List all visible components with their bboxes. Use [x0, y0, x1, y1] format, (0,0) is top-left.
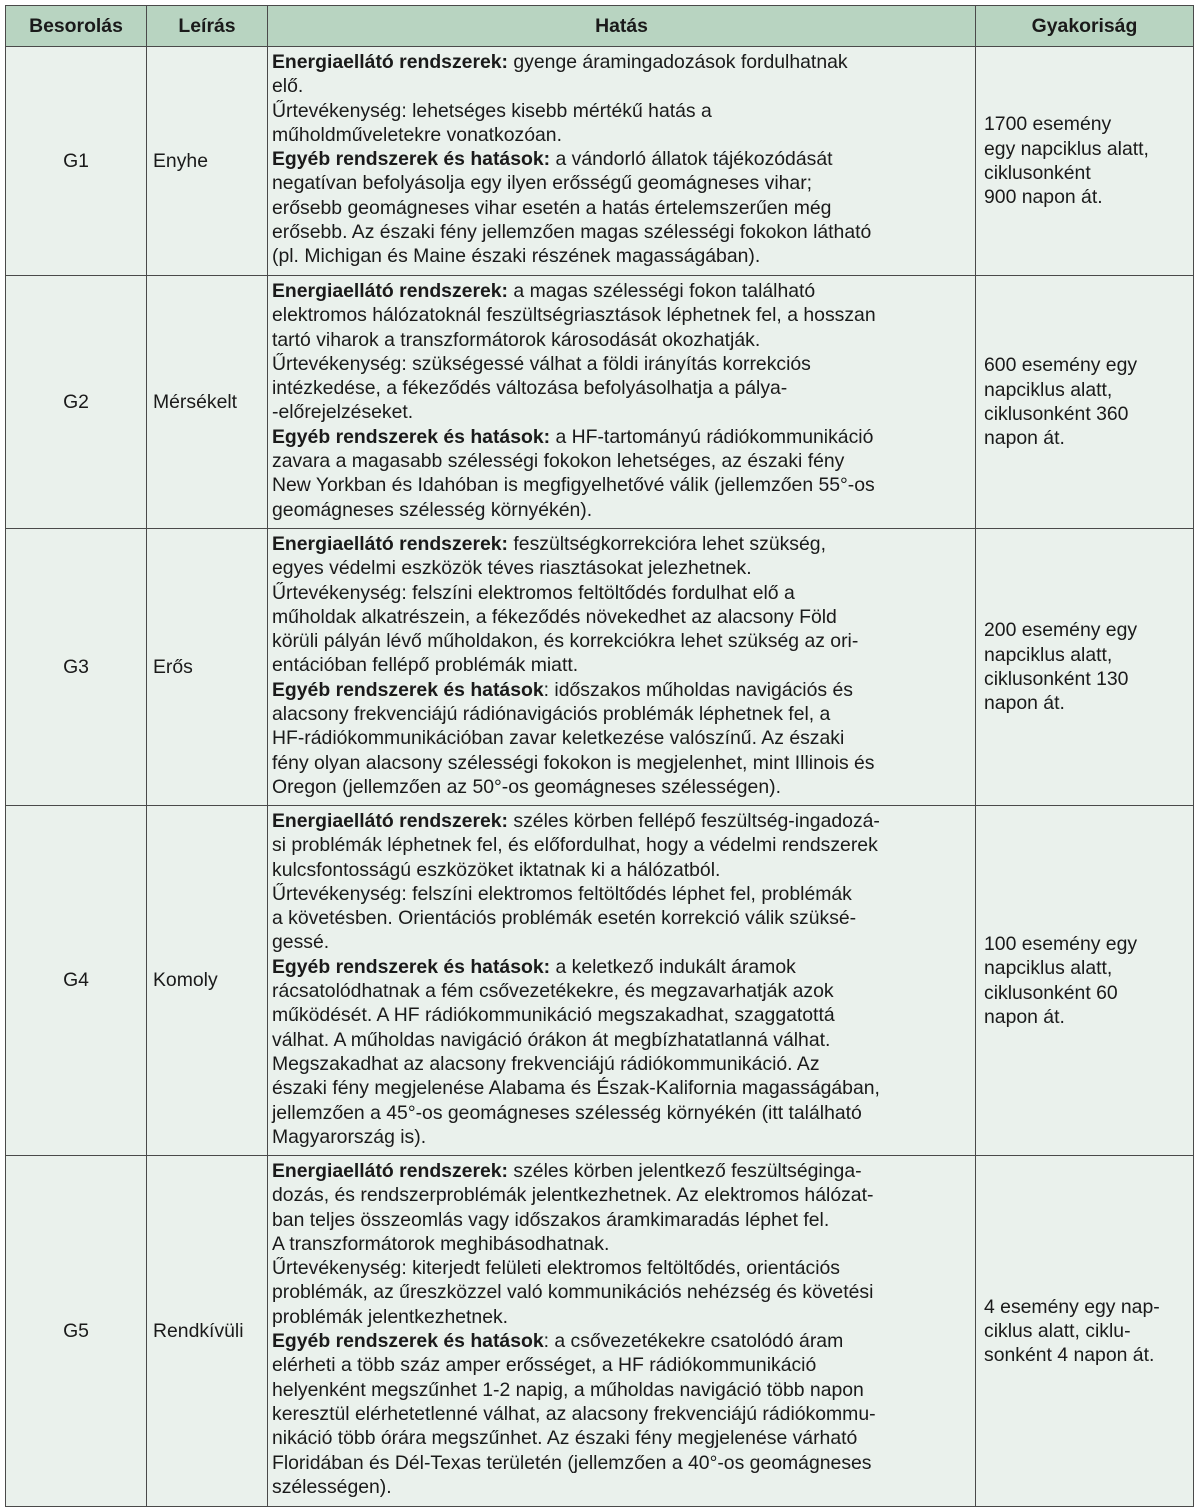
impact-cell: [268, 1156, 976, 1507]
impact-line: [272, 123, 971, 147]
frequency-line: 100 esemény egy: [984, 932, 1138, 955]
impact-line-text: A transzformátorok meghibásodhatnak.: [272, 1232, 610, 1255]
table-row: [6, 47, 1194, 276]
impact-line-bold: Energiaellátó rendszerek:: [272, 280, 509, 302]
impact-line: [272, 99, 971, 123]
impact-line-text: Űrtevékenység: felszíni elektromos feltöltődés fordulhat elő a: [272, 581, 795, 604]
header-frequency: Gyakoriság: [976, 6, 1194, 47]
impact-line: [272, 1232, 971, 1256]
impact-line-text: műholdműveletekre vonatkozóan.: [272, 123, 562, 146]
impact-line: [272, 1028, 971, 1052]
impact-line: [272, 1475, 971, 1499]
impact-line: [272, 979, 971, 1003]
classification-cell: G2: [6, 276, 147, 529]
impact-line-text: geomágneses szélesség környékén).: [272, 498, 593, 521]
impact-line-text: zavara a magasabb szélességi fokokon lehetséges, az északi fény: [272, 450, 845, 473]
impact-line: [272, 726, 971, 750]
impact-line: [272, 858, 971, 882]
impact-line: [272, 1159, 971, 1183]
impact-line-bold: Egyéb rendszerek és hatások:: [272, 148, 551, 171]
description-cell: Komoly: [147, 806, 268, 1156]
impact-line-text: alacsony frekvenciájú rádiónavigációs problémák léphetnek fel, a: [272, 703, 831, 726]
impact-cell: [268, 806, 976, 1156]
impact-line: [272, 581, 971, 605]
header-impact: Hatás: [268, 6, 976, 47]
frequency-line: napon át.: [984, 1005, 1065, 1028]
impact-line-text: keresztül elérhetetlenné válhat, az alacsony frekvenciájú rádiókommu-: [272, 1402, 876, 1425]
impact-line: [272, 653, 971, 677]
impact-line-text: -előrejelzéseket.: [272, 401, 414, 424]
impact-line: [272, 1451, 971, 1475]
frequency-line: 1700 esemény: [984, 113, 1112, 136]
impact-line-text: a keletkező indukált áramok: [550, 955, 796, 978]
frequency-line: ciklusonként 60: [984, 981, 1118, 1004]
impact-line-bold: Egyéb rendszerek és hatások:: [272, 955, 551, 978]
impact-line-text: ban teljes összeomlás vagy időszakos áramkimaradás léphet fel.: [272, 1208, 830, 1231]
impact-line-bold: Energiaellátó rendszerek:: [272, 1160, 509, 1182]
impact-line-text: rácsatolódhatnak a fém csővezetékekre, és megzavarhatják azok: [272, 980, 834, 1003]
impact-cell: [268, 47, 976, 276]
impact-line: [272, 400, 971, 424]
impact-line: [272, 425, 971, 449]
impact-line-bold: Energiaellátó rendszerek:: [272, 51, 509, 73]
impact-line-text: Űrtevékenység: kiterjedt felületi elektromos feltöltődés, orientációs: [272, 1257, 840, 1280]
impact-line-text: gessé.: [272, 931, 330, 954]
classification-cell: G4: [6, 806, 147, 1156]
table-row: [6, 806, 1194, 1156]
description-cell: Mérsékelt: [147, 276, 268, 529]
frequency-cell: [976, 529, 1194, 806]
classification-cell: G1: [6, 47, 147, 276]
impact-line: [272, 244, 971, 268]
impact-line-text: helyenként megszűnhet 1-2 napig, a műholdas navigáció több napon: [272, 1378, 864, 1401]
table-row: [6, 276, 1194, 529]
impact-line-text: dozás, és rendszerproblémák jelentkezhetnek. Az elektromos hálózat-: [272, 1184, 874, 1207]
impact-line: [272, 930, 971, 954]
impact-line: [272, 775, 971, 799]
impact-line: [272, 906, 971, 930]
impact-line-text: műholdak alkatrészein, a fékeződés növekedhet az alacsony Föld: [272, 605, 837, 628]
impact-line: [272, 532, 971, 556]
frequency-line: napciklus alatt,: [984, 643, 1113, 666]
impact-line-text: széles körben fellépő feszültség-ingadozá-: [508, 810, 880, 832]
impact-line-text: erősebb. Az északi fény jellemzően magas szélességi fokokon látható: [272, 221, 872, 244]
impact-line-text: erősebb geomágneses vihar esetén a hatás értelemszerűen még: [272, 196, 832, 219]
impact-line: [272, 1183, 971, 1207]
impact-line: [272, 1378, 971, 1402]
frequency-line: 900 napon át.: [984, 186, 1103, 209]
impact-line: [272, 1052, 971, 1076]
impact-line: [272, 1280, 971, 1304]
impact-line: [272, 328, 971, 352]
header-row: [6, 6, 1194, 47]
frequency-cell: [976, 1156, 1194, 1507]
impact-line-text: fény olyan alacsony szélességi fokokon is megjelenhet, mint Illinois és: [272, 751, 875, 774]
frequency-line: napciklus alatt,: [984, 378, 1113, 401]
impact-line-text: Magyarország is).: [272, 1125, 427, 1148]
impact-line: [272, 751, 971, 775]
impact-line: [272, 50, 971, 74]
frequency-line: 600 esemény egy: [984, 354, 1138, 377]
impact-line: [272, 1426, 971, 1450]
impact-line-text: gyenge áramingadozások fordulhatnak: [508, 51, 848, 73]
impact-line-text: Űrtevékenység: szükségessé válhat a földi irányítás korrekciós: [272, 352, 811, 375]
frequency-line: napon át.: [984, 692, 1065, 715]
frequency-line: ciklus alatt, ciklu-: [984, 1319, 1131, 1342]
impact-line-bold: Egyéb rendszerek és hatások: [272, 1330, 544, 1353]
frequency-cell: [976, 276, 1194, 529]
impact-line-text: Űrtevékenység: lehetséges kisebb mértékű hatás a: [272, 99, 712, 122]
impact-line: [272, 74, 971, 98]
impact-line-text: a vándorló állatok tájékozódását: [550, 148, 833, 171]
frequency-line: ciklusonként: [984, 162, 1091, 184]
impact-line-bold: Energiaellátó rendszerek:: [272, 810, 509, 832]
impact-line-text: Oregon (jellemzően az 50°-os geomágneses szélességen).: [272, 775, 781, 798]
impact-line: [272, 556, 971, 580]
impact-line-text: a HF-tartományú rádiókommunikáció: [550, 425, 874, 448]
impact-line: [272, 147, 971, 171]
frequency-line: 200 esemény egy: [984, 619, 1138, 642]
impact-line: [272, 629, 971, 653]
impact-line-text: kulcsfontosságú eszközöket iktatnak ki a hálózatból.: [272, 858, 721, 881]
impact-line: [272, 1125, 971, 1149]
impact-line: [272, 1353, 971, 1377]
impact-line-text: jellemzően a 45°-os geomágneses szélesség környékén (itt található: [272, 1101, 862, 1124]
impact-line-text: New Yorkban és Idahóban is megfigyelhetővé válik (jellemzően 55°-os: [272, 474, 875, 497]
impact-line: [272, 498, 971, 522]
impact-line-text: tartó viharok a transzformátorok károsodását okozhatják.: [272, 328, 761, 351]
impact-line-text: a magas szélességi fokon található: [508, 280, 816, 302]
frequency-line: egy napciklus alatt,: [984, 137, 1149, 160]
impact-line-text: válhat. A műholdas navigáció órákon át megbízhatatlanná válhat.: [272, 1028, 831, 1051]
impact-line-text: HF-rádiókommunikációban zavar keletkezése valószínű. Az északi: [272, 727, 845, 750]
impact-line: [272, 171, 971, 195]
impact-line-text: intézkedése, a fékeződés változása befolyásolhatja a pálya-: [272, 377, 788, 400]
frequency-cell: [976, 806, 1194, 1156]
impact-line: [272, 833, 971, 857]
table-row: [6, 1156, 1194, 1507]
impact-line: [272, 605, 971, 629]
impact-line: [272, 809, 971, 833]
impact-line: [272, 449, 971, 473]
impact-line-text: elérheti a több száz amper erősséget, a HF rádiókommunikáció: [272, 1354, 817, 1377]
impact-line-text: északi fény megjelenése Alabama és Észak-Kalifornia magasságában,: [272, 1077, 880, 1100]
impact-line: [272, 1003, 971, 1027]
impact-line-text: negatívan befolyásolja egy ilyen erősségű geomágneses vihar;: [272, 172, 813, 195]
description-cell: Erős: [147, 529, 268, 806]
impact-line-bold: Energiaellátó rendszerek:: [272, 533, 509, 555]
description-cell: Enyhe: [147, 47, 268, 276]
impact-line-text: : a csővezetékekre csatolódó áram: [543, 1330, 844, 1353]
impact-line-text: Űrtevékenység: felszíni elektromos feltöltődés léphet fel, problémák: [272, 882, 852, 905]
impact-line-text: a követésben. Orientációs problémák esetén korrekció válik szüksé-: [272, 907, 857, 930]
impact-line-text: : időszakos műholdas navigációs és: [543, 678, 853, 701]
impact-line-text: nikáció több órára megszűnhet. Az északi fény megjelenése várható: [272, 1427, 858, 1450]
impact-line-text: problémák jelentkezhetnek.: [272, 1305, 509, 1328]
classification-cell: G5: [6, 1156, 147, 1507]
impact-line: [272, 955, 971, 979]
impact-cell: [268, 276, 976, 529]
frequency-cell: [976, 47, 1194, 276]
impact-cell: [268, 529, 976, 806]
impact-line: [272, 303, 971, 327]
impact-line: [272, 279, 971, 303]
impact-line-text: si problémák léphetnek fel, és előfordulhat, hogy a védelmi rendszerek: [272, 834, 878, 857]
impact-line-bold: Egyéb rendszerek és hatások: [272, 678, 544, 701]
impact-line-text: problémák, az űreszközzel való kommunikációs nehézség és követési: [272, 1281, 874, 1304]
impact-line-text: Floridában és Dél-Texas területén (jellemzően a 40°-os geomágneses: [272, 1451, 872, 1474]
impact-line-text: egyes védelmi eszközök téves riasztásokat jelezhetnek.: [272, 557, 752, 580]
table-row: [6, 529, 1194, 806]
impact-line: [272, 376, 971, 400]
impact-line: [272, 678, 971, 702]
impact-line: [272, 882, 971, 906]
frequency-line: 4 esemény egy nap-: [984, 1295, 1160, 1318]
impact-line-text: széles körben jelentkező feszültséginga-: [508, 1160, 862, 1182]
impact-line-text: feszültségkorrekcióra lehet szükség,: [508, 533, 826, 555]
header-description: Leírás: [147, 6, 268, 47]
header-classification: Besorolás: [6, 6, 147, 47]
impact-line-text: szélességen).: [272, 1475, 392, 1498]
description-cell: Rendkívüli: [147, 1156, 268, 1507]
impact-line: [272, 352, 971, 376]
impact-line: [272, 220, 971, 244]
impact-line-bold: Egyéb rendszerek és hatások:: [272, 425, 551, 448]
impact-line: [272, 1208, 971, 1232]
impact-line: [272, 702, 971, 726]
impact-line-text: elő.: [272, 75, 304, 98]
frequency-line: ciklusonként 360: [984, 403, 1129, 425]
impact-line: [272, 1402, 971, 1426]
impact-line: [272, 196, 971, 220]
impact-line: [272, 1305, 971, 1329]
frequency-line: sonként 4 napon át.: [984, 1344, 1155, 1367]
impact-line: [272, 1101, 971, 1125]
impact-line: [272, 473, 971, 497]
frequency-line: napon át.: [984, 427, 1065, 450]
impact-line-text: Megszakadhat az alacsony frekvenciájú rádiókommunikáció. Az: [272, 1052, 820, 1075]
impact-line-text: entációban fellépő problémák miatt.: [272, 654, 579, 677]
classification-cell: G3: [6, 529, 147, 806]
impact-line: [272, 1256, 971, 1280]
frequency-line: ciklusonként 130: [984, 668, 1129, 690]
impact-line-text: (pl. Michigan és Maine északi részének magasságában).: [272, 245, 761, 268]
impact-line-text: elektromos hálózatoknál feszültségriasztások léphetnek fel, a hosszan: [272, 304, 876, 327]
impact-line: [272, 1076, 971, 1100]
frequency-line: napciklus alatt,: [984, 957, 1113, 980]
impact-line-text: működését. A HF rádiókommunikáció megszakadhat, szaggatottá: [272, 1004, 835, 1027]
impact-line-text: körüli pályán lévő műholdakon, és korrekciókra lehet szükség az ori-: [272, 630, 859, 653]
impact-line: [272, 1329, 971, 1353]
geomagnetic-storm-scale-table: [5, 5, 1194, 1507]
